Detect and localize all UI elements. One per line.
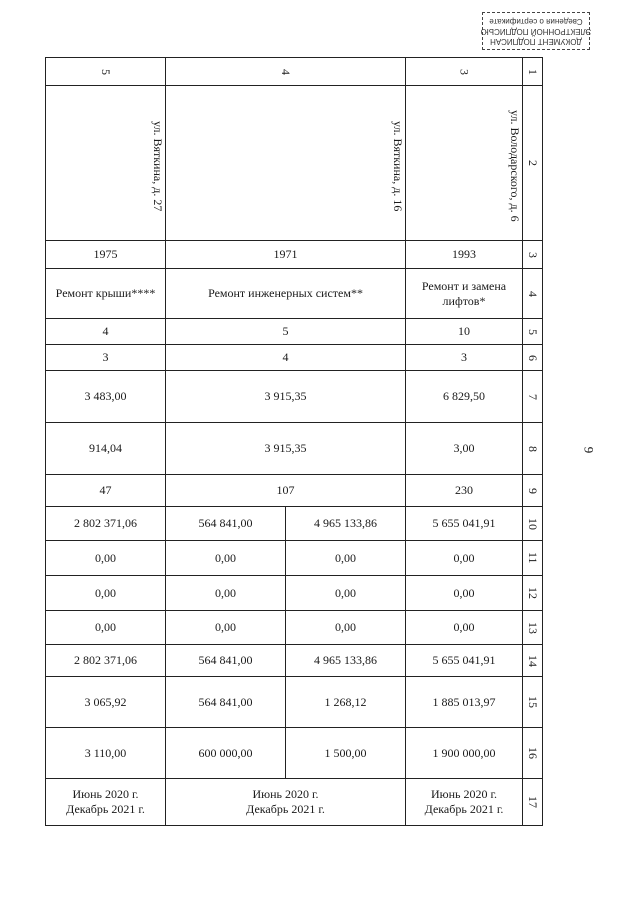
row-number: 16: [526, 747, 540, 759]
table-cell: [45, 540, 166, 576]
date-cell: [165, 778, 406, 826]
table-cell: [45, 506, 166, 541]
table-cell: [405, 344, 523, 371]
cell-value: 564 841,00: [198, 653, 253, 667]
date-range: [66, 787, 145, 817]
date-range: [425, 787, 504, 817]
cell-value: Ремонт и замена лифтов*: [421, 278, 507, 308]
cell-value: 1 900 000,00: [432, 745, 496, 760]
date-start: Июнь 2020 г.: [252, 787, 319, 801]
table-cell: [45, 676, 166, 728]
cell-value: 4: [282, 350, 289, 364]
date-start: Июнь 2020 г.: [430, 787, 498, 801]
header-number: 3: [457, 68, 472, 75]
header-col-4: [165, 57, 406, 86]
row-number: 13: [526, 621, 540, 634]
row-number-cell: [522, 727, 543, 779]
table-cell: [165, 318, 406, 345]
cell-value: 5: [282, 324, 289, 338]
cell-value: 1971: [273, 247, 298, 261]
cell-value: 2 802 371,06: [74, 516, 137, 530]
row-number-cell: [522, 575, 543, 611]
cell-value: 5 655 041,91: [432, 653, 496, 667]
table-cell: [45, 370, 166, 423]
cell-value: 1 885 013,97: [432, 694, 496, 709]
table-cell: [405, 676, 523, 728]
cell-value: 0,00: [453, 550, 475, 565]
table-cell: [405, 240, 523, 269]
stamp-line: ЭЛЕКТРОННОЙ ПОДПИСЬЮ: [480, 27, 592, 36]
cell-value: 564 841,00: [198, 516, 253, 530]
cell-value: 47: [99, 483, 112, 497]
table-cell: [405, 540, 523, 576]
address-cell: [165, 85, 406, 241]
table-cell: [165, 240, 406, 269]
cell-value: 914,04: [89, 441, 122, 455]
row-number-cell: [522, 370, 543, 423]
row-number-cell: [522, 540, 543, 576]
table-cell: [285, 506, 406, 541]
cell-value: 10: [458, 324, 470, 338]
table-cell: [45, 474, 166, 507]
row-number-cell: [522, 57, 543, 86]
header-col-3: [405, 57, 523, 86]
table-cell: [405, 422, 523, 475]
table-cell: [45, 318, 166, 345]
cell-value: 230: [455, 483, 473, 497]
cell-value: 564 841,00: [198, 694, 253, 709]
table-cell: [405, 318, 523, 345]
table-cell: [285, 575, 406, 611]
row-number: 1: [526, 68, 540, 75]
date-cell: [405, 778, 523, 826]
cell-value: 0,00: [215, 620, 236, 634]
cell-value: 3 483,00: [84, 389, 127, 403]
table-cell: [165, 506, 286, 541]
row-number: 2: [526, 160, 540, 166]
table-cell: [45, 610, 166, 645]
row-number: 5: [526, 328, 540, 335]
cell-value: 0,00: [215, 550, 236, 565]
stamp-line: ДОКУМЕНТ ПОДПИСАН: [490, 37, 582, 46]
row-number: 17: [526, 796, 540, 808]
table-cell: [165, 344, 406, 371]
table-cell: [165, 370, 406, 423]
header-number: 5: [99, 68, 113, 75]
row-number: 6: [526, 354, 540, 361]
row-number-cell: [522, 778, 543, 826]
table-cell: [285, 676, 406, 728]
row-number-cell: [522, 85, 543, 241]
cell-value: 1 268,12: [324, 694, 367, 709]
row-number: 12: [526, 587, 540, 599]
cell-value: 0,00: [453, 585, 475, 600]
table-cell: [165, 540, 286, 576]
cell-value: 3: [461, 350, 467, 364]
cell-value: 2 802 371,06: [74, 653, 137, 667]
cell-value: Ремонт крыши****: [55, 286, 156, 300]
stamp-line: Сведения о сертификате: [489, 17, 583, 26]
cell-value: 0,00: [335, 550, 356, 565]
cell-value: 5 655 041,91: [432, 516, 496, 530]
table-cell: [165, 610, 286, 645]
row-number-cell: [522, 644, 543, 677]
table-cell: [285, 540, 406, 576]
address-text: ул. Вяткина, д. 16: [391, 120, 405, 212]
cell-value: 0,00: [453, 620, 475, 634]
cell-value: 600 000,00: [198, 745, 253, 760]
row-number-cell: [522, 676, 543, 728]
date-end: Декабрь 2021 г.: [246, 802, 325, 816]
table-cell: [405, 474, 523, 507]
cell-value: 3,00: [453, 441, 475, 455]
cell-value: 3 915,35: [264, 441, 307, 455]
cell-value: 107: [276, 483, 295, 497]
row-number-cell: [522, 610, 543, 645]
cell-value: 6 829,50: [443, 389, 485, 403]
cell-value: 1 500,00: [324, 745, 367, 760]
row-number: 8: [526, 445, 540, 452]
table-cell: [45, 344, 166, 371]
table-cell: [165, 474, 406, 507]
table-cell: [405, 610, 523, 645]
table-cell: [165, 727, 286, 779]
row-number-cell: [522, 318, 543, 345]
table-cell: [405, 370, 523, 423]
row-number-cell: [522, 506, 543, 541]
date-range: [246, 787, 325, 817]
cell-value: 3: [102, 350, 109, 364]
address-text: ул. Володарского, д. 6: [508, 110, 522, 222]
cell-value: 4 965 133,86: [314, 516, 377, 530]
row-number: 3: [526, 251, 540, 258]
table-cell: [285, 727, 406, 779]
address-cell: [45, 85, 166, 241]
cell-value: 3 915,35: [264, 389, 307, 403]
row-number: 9: [526, 487, 540, 494]
date-end: Декабрь 2021 г.: [424, 802, 504, 816]
table-cell: [165, 268, 406, 319]
address-text: ул. Вяткина, д. 27: [151, 120, 165, 212]
row-number: 10: [526, 517, 540, 530]
cell-value: 0,00: [95, 550, 116, 565]
table-cell: [45, 240, 166, 269]
table-cell: [405, 575, 523, 611]
header-number: 4: [279, 68, 293, 75]
table-cell: [165, 575, 286, 611]
cell-value: 0,00: [335, 585, 356, 600]
row-number-cell: [522, 240, 543, 269]
row-number-cell: [522, 474, 543, 507]
table-cell: [405, 727, 523, 779]
table-cell: [45, 727, 166, 779]
date-cell: [45, 778, 166, 826]
cell-value: 4 965 133,86: [314, 653, 377, 667]
table-cell: [405, 644, 523, 677]
table-cell: [405, 268, 523, 319]
cell-value: Ремонт инженерных систем**: [208, 286, 363, 300]
table-cell: [285, 644, 406, 677]
table-cell: [45, 268, 166, 319]
row-number: 4: [526, 290, 540, 297]
table-cell: [165, 676, 286, 728]
date-end: Декабрь 2021 г.: [66, 802, 145, 816]
date-start: Июнь 2020 г.: [72, 787, 139, 801]
table-cell: [45, 575, 166, 611]
cell-value: 1975: [93, 247, 118, 261]
row-number-cell: [522, 422, 543, 475]
header-col-5: [45, 57, 166, 86]
signature-stamp: [482, 12, 590, 50]
cell-value: 0,00: [95, 620, 116, 634]
cell-value: 0,00: [95, 585, 116, 600]
cell-value: 0,00: [215, 585, 236, 600]
row-number: 15: [526, 696, 540, 708]
cell-value: 0,00: [335, 620, 356, 634]
row-number-cell: [522, 268, 543, 319]
row-number: 14: [526, 654, 540, 667]
row-number-cell: [522, 344, 543, 371]
cell-value: 3 065,92: [84, 694, 127, 709]
address-cell: [405, 85, 523, 241]
table-cell: [45, 644, 166, 677]
table-cell: [285, 610, 406, 645]
cell-value: 4: [102, 324, 109, 338]
cell-value: 3 110,00: [84, 745, 127, 760]
table-cell: [45, 422, 166, 475]
table-cell: [165, 422, 406, 475]
page-number: 9: [581, 446, 597, 454]
row-number: 7: [526, 393, 540, 400]
table-cell: [405, 506, 523, 541]
row-number: 11: [526, 552, 540, 564]
cell-value: 1993: [452, 247, 476, 261]
table-cell: [165, 644, 286, 677]
